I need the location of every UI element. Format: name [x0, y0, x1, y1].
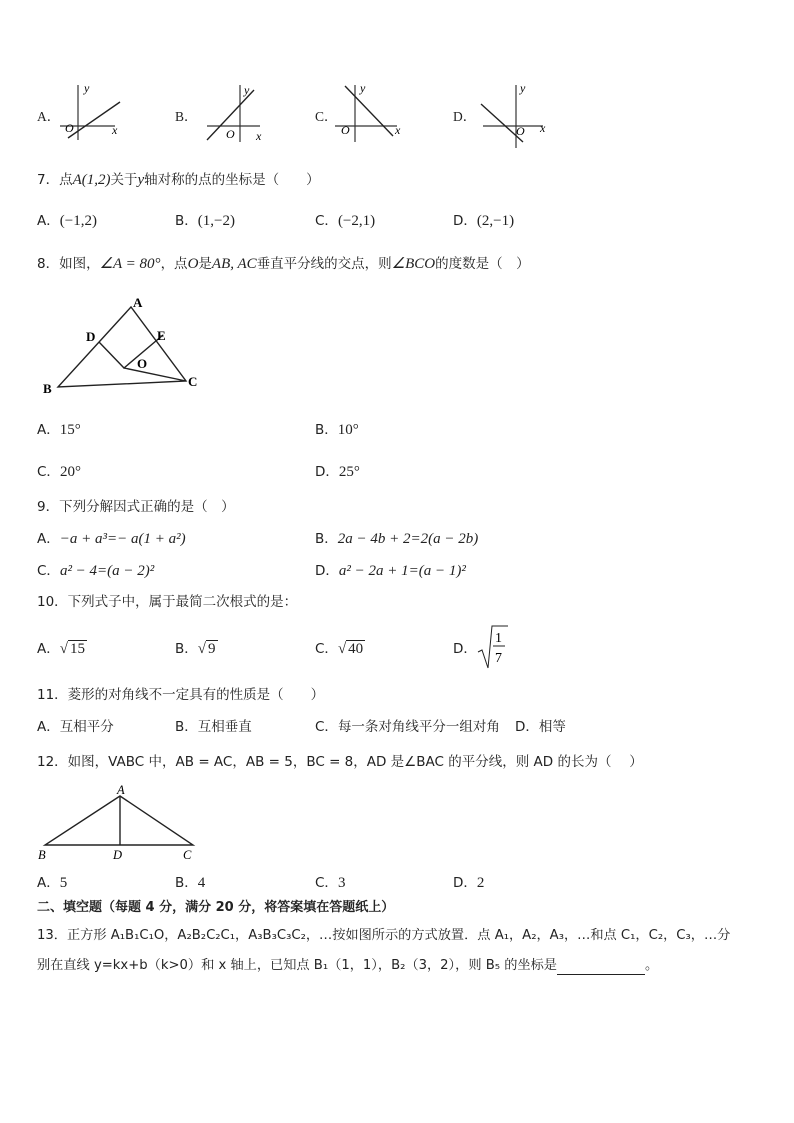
- q12-fig-label-d: D: [113, 848, 123, 862]
- q11-option-b: B．互相垂直: [175, 719, 252, 735]
- q8-fig-label-b: B: [43, 381, 52, 396]
- q10-option-b: B．√ 9: [175, 641, 216, 657]
- q6-graph-a: [60, 80, 130, 150]
- q12-stem: 12．如图，VABC 中，AB = AC，AB = 5，BC = 8，AD 是∠BAC 的平分线，则 AD 的长为（ ）: [37, 754, 643, 770]
- q6b-y-label: y: [244, 83, 250, 97]
- q6c-y-label: y: [360, 81, 366, 95]
- q6d-x-label: x: [540, 121, 546, 135]
- q12-option-c: C．3: [315, 875, 346, 891]
- q6d-y-label: y: [520, 81, 526, 95]
- q10-option-a: A．√ 15: [37, 641, 85, 657]
- q6-graph-b: [202, 80, 272, 150]
- q7-stem-mid: 关于: [110, 172, 138, 188]
- q10-option-c: C．√ 40: [315, 641, 364, 657]
- q13-answer-blank: [557, 960, 645, 975]
- q7-option-d: D．(2,−1): [453, 213, 515, 229]
- q8-figure: [40, 295, 205, 395]
- q6-graph-c: [335, 80, 410, 150]
- q12-fig-label-c: C: [183, 848, 192, 862]
- q6d-origin-label: O: [516, 124, 525, 138]
- q8-fig-label-d: D: [86, 329, 96, 344]
- q7-stem-post: 轴对称的点的坐标是（ ）: [144, 172, 320, 188]
- q9-option-a: A．−a + a³=− a(1 + a²): [37, 531, 186, 547]
- q8-fig-label-o: O: [137, 356, 148, 371]
- q11-option-a: A．互相平分: [37, 719, 114, 735]
- q6-option-c-label: C．: [315, 109, 338, 124]
- q6c-x-label: x: [395, 123, 401, 137]
- section-2-title: 二、填空题（每题 4 分，满分 20 分，将答案填在答题纸上）: [37, 900, 395, 915]
- q6-option-b-label: B．: [175, 109, 198, 124]
- q7-yvar: y: [137, 172, 145, 188]
- q12-option-b: B．4: [175, 875, 206, 891]
- q11-option-c: C．每一条对角线平分一组对角: [315, 719, 500, 735]
- q6a-origin-label: O: [65, 121, 74, 135]
- q10-option-d-label: D．: [453, 641, 477, 657]
- q6-option-a-label: A．: [37, 109, 61, 124]
- q8-fig-label-e: E: [157, 328, 166, 343]
- q6b-x-label: x: [256, 129, 262, 143]
- q11-option-d: D．相等: [515, 719, 566, 735]
- q6b-origin-label: O: [226, 127, 235, 141]
- q11-stem: 11．菱形的对角线不一定具有的性质是（ ）: [37, 687, 325, 703]
- q8-fig-label-a: A: [133, 295, 143, 310]
- q7-stem-pre: 7．点: [37, 172, 73, 188]
- q13-line-1: 13．正方形 A₁B₁C₁O，A₂B₂C₂C₁，A₃B₃C₃C₂，…按如图所示的方式放置．点 A₁，A₂，A₃，…和点 C₁，C₂，C₃，…分: [37, 928, 731, 943]
- q10-d-denominator: 7: [495, 651, 502, 666]
- q6a-y-label: y: [84, 81, 90, 95]
- q6-graph-d: [478, 80, 558, 150]
- q6-option-d-label: D．: [453, 109, 477, 124]
- q9-option-b: B．2a − 4b + 2=2(a − 2b): [315, 531, 479, 547]
- q8-stem: 8．如图，∠A = 80°，点O是AB, AC垂直平分线的交点，则∠BCO的度数是（ ）: [37, 256, 530, 272]
- q12-fig-label-b: B: [38, 848, 46, 862]
- q12-figure: [35, 784, 205, 864]
- q7-stem: [37, 171, 320, 189]
- q9-stem: 9．下列分解因式正确的是（ ）: [37, 499, 235, 515]
- q9-option-c: C．a² − 4=(a − 2)²: [37, 563, 155, 579]
- q7-option-b: B．(1,−2): [175, 213, 235, 229]
- q6c-origin-label: O: [341, 123, 350, 137]
- q12-fig-label-a: A: [117, 783, 125, 797]
- q13-line-2: 别在直线 y=kx+b（k>0）和 x 轴上，已知点 B₁（1，1），B₂（3，2），则 B₅ 的坐标是 。: [37, 958, 659, 973]
- q8-option-d: D．25°: [315, 464, 360, 480]
- q12-option-a: A．5: [37, 875, 68, 891]
- q8-fig-label-c: C: [188, 374, 198, 389]
- q9-option-d: D．a² − 2a + 1=(a − 1)²: [315, 563, 466, 579]
- q7-point: A(1,2): [72, 172, 111, 188]
- q12-option-d: D．2: [453, 875, 485, 891]
- q10-d-numerator: 1: [495, 631, 502, 646]
- q8-option-b: B．10°: [315, 422, 359, 438]
- q8-angle: ∠A = 80°: [99, 256, 161, 272]
- q7-option-a: A．(−1,2): [37, 213, 97, 229]
- q6a-x-label: x: [112, 123, 118, 137]
- q8-option-a: A．15°: [37, 422, 81, 438]
- q10-option-d-radical: [476, 624, 510, 670]
- q10-stem: 10．下列式子中，属于最简二次根式的是：: [37, 594, 298, 610]
- q8-option-c: C．20°: [37, 464, 81, 480]
- q7-option-c: C．(−2,1): [315, 213, 376, 229]
